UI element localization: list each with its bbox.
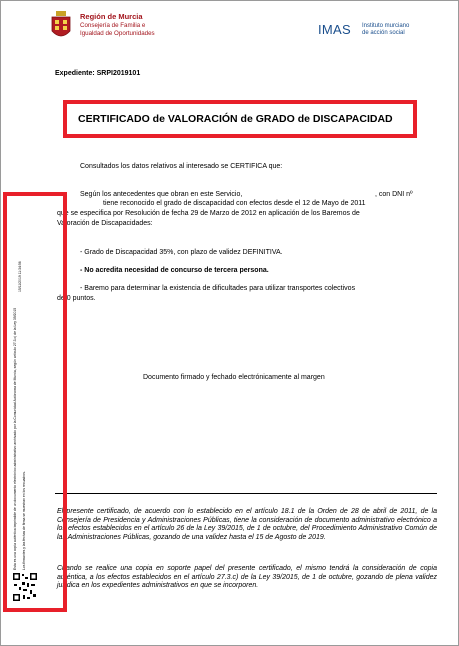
footer-legal-2: Cuando se realice una copia en soporte papel del presente certificado, el mismo tendrá la consideración de copia auténtica, a los efectos establecidos en el artículo 27.3.c) de la Ley 39/2015, de 1 de octubre, gozando de plena validez jurídica en los expedientes administrativos en que se incorporen. xyxy=(57,565,437,589)
region-consejeria: Consejería de Familia e xyxy=(80,22,146,29)
footer-divider xyxy=(55,493,437,494)
signed-note: Documento firmado y fechado electrónicamente al margen xyxy=(143,374,325,381)
expediente-number: Expediente: SRPI2019101 xyxy=(55,70,141,77)
side-date: 15/11/2019 11:34:56 xyxy=(18,261,22,292)
para1-line4: Valoración de Discapacidades: xyxy=(57,220,153,227)
certificate-title: CERTIFICADO de VALORACIÓN de GRADO de DISCAPACIDAD xyxy=(78,113,393,125)
footer-legal-1: El presente certificado, de acuerdo con lo establecido en el artículo 18.1 de la Orden de 28 de abril de 2011, de la Consejería de Presidencia y Administraciones Públicas, tiene la consideración de documento administrativo electrónico a los efectos establecidos en el artículo 26 de la Ley 39/2015, de 1 de octubre, del Procedimiento Administrativo Común de las Administraciones Públicas, gozando de una validez hasta el 15 de Agosto de 2019. xyxy=(57,508,437,541)
intro-text: Consultados los datos relativos al interesado se CERTIFICA que: xyxy=(80,163,283,170)
side-csv-text: Esta es una copia auténtica imprimible de un documento electrónico administrativo archivado por la Comunidad Autónoma de Murcia, según artículo 27.3.c) de la Ley 39/2015 xyxy=(13,307,17,570)
para1-line1b: , con DNI nº xyxy=(375,191,413,198)
imas-logo: IMAS xyxy=(318,22,351,37)
disability-degree: - Grado de Discapacidad 35%, con plazo de validez DEFINITIVA. xyxy=(80,249,283,256)
side-csv-text-2: Los firmantes y las fechas de firma se muestran en los recuadros. xyxy=(22,471,26,570)
transport-scale-line1: - Baremo para determinar la existencia de dificultades para utilizar transportes colectivos xyxy=(80,285,356,292)
region-title: Región de Murcia xyxy=(80,12,143,21)
transport-scale-line2: de 0 puntos. xyxy=(57,295,96,302)
third-person-need: - No acredita necesidad de concurso de tercera persona. xyxy=(80,267,269,274)
para1-line3: que se especifica por Resolución de fecha 29 de Marzo de 2012 en aplicación de los Baremos de xyxy=(57,210,360,217)
region-consejeria-2: Igualdad de Oportunidades xyxy=(80,30,155,37)
para1-line1a: Según los antecedentes que obran en este Servicio, xyxy=(80,191,243,198)
region-coat-of-arms-icon xyxy=(50,11,72,41)
imas-subtitle: Instituto murciano de acción social xyxy=(362,23,410,36)
para1-line2: tiene reconocido el grado de discapacidad con efectos desde el 12 de Mayo de 2011 xyxy=(103,200,366,207)
qr-code-icon xyxy=(12,572,38,602)
